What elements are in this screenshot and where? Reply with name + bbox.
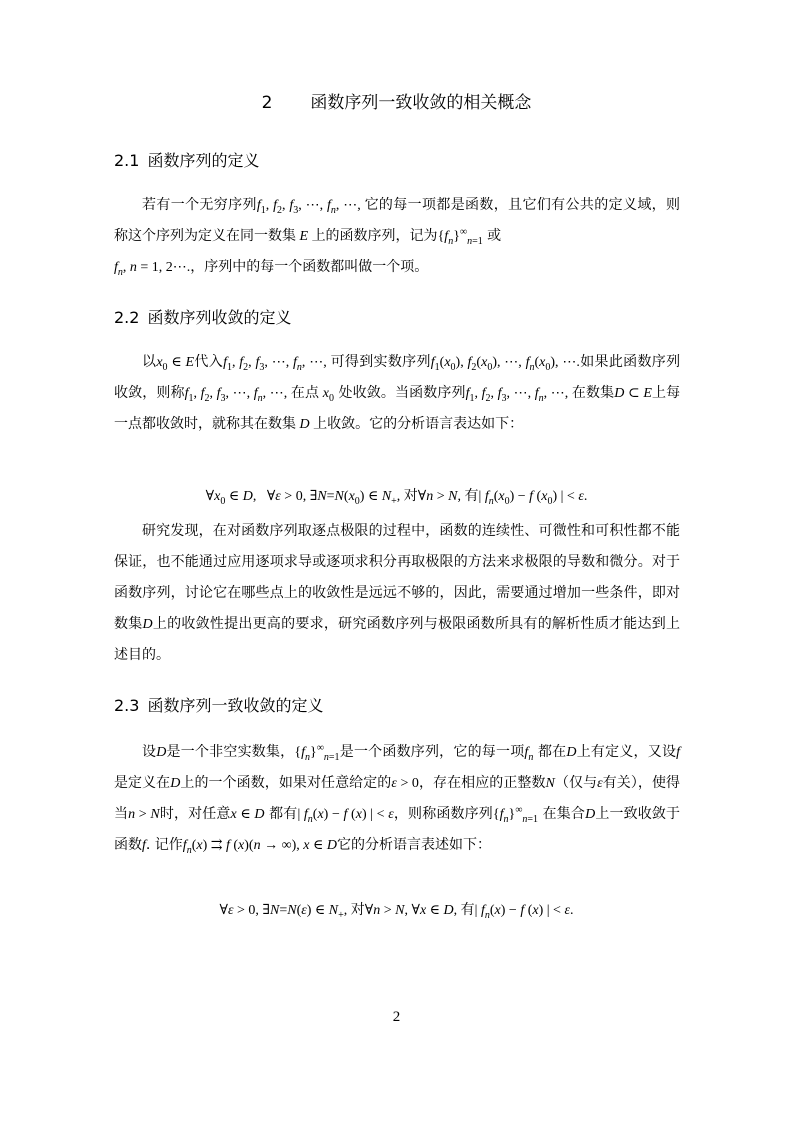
chapter-number: 2 bbox=[261, 93, 273, 113]
paragraph-function-sequence-definition: 若有一个无穷序列$f_1$, $f_2$, $f_3$, ⋯, $f_n$, ⋯, 它的每一项都是函数，且它们有公共的定义域，则称这个序列为定义在同一数集 E 上的函数序列，记为$\{f_n\}^\infty_{n=1}$ 或 $f_n$, n = 1, 2⋯.，序列中的每一个函数都叫做一个项。 bbox=[114, 197, 681, 278]
paragraph-uniform-convergence-definition: 设D是一个非空实数集，$\{f_n\}^\infty_{n=1}$是一个函数序列，它的每一项$f_n$ 都在D上有定义，又设f 是定义在D上的一个函数，如果对任意给定的ε > 0，存在相应的正整数N（仅与ε有关），使得当n > N时，对任意x ∈ D 都有| $f_n(x) - f$ (x) | < ε，则称函数序列$\{f_n\}^\infty_{n=1}$ 在集合D上一致收敛于函数f. 记作$f_n(x)$ ⇉ f (x)(n → ∞), x ∈ D它的分析语言表述如下： bbox=[114, 742, 681, 856]
formula-pointwise-convergence: $\forall x_0$ ∈ D, ∀ε > 0, $\exists N=N(x_0)$ ∈ $N_+$, 对∀n > N, 有| $f_n(x_0) - f$ $(x_0)$ | < ε. bbox=[205, 488, 588, 507]
chapter-heading bbox=[0, 88, 793, 113]
chapter-title: 函数序列一致收敛的相关概念 bbox=[310, 93, 532, 113]
page-number: 2 bbox=[392, 1009, 401, 1025]
formula-uniform-convergence: ∀ε > 0, ∃N=N(ε) ∈ $N_+$, 对∀n > N, ∀x ∈ D, 有| $f_n(x) - f$ (x) | < ε. bbox=[219, 902, 574, 921]
paragraph-convergence-definition: 以$x_0$ ∈ E代入$f_1$, $f_2$, $f_3$, ⋯, $f_n$, ⋯, 可得到实数序列$f_1(x_0)$, $f_2(x_0)$, ⋯, $f_n(x_0)$, ⋯.如果此函数序列收敛，则称$f_1$, $f_2$, $f_3$, ⋯, $f_n$, ⋯, 在点 $x_0$ 处收敛。当函数序列$f_1$, $f_2$, $f_3$, ⋯, $f_n$, ⋯, 在数集D ⊂ E上每一点都收敛时，就称其在数集 D 上收敛。它的分析语言表达如下： bbox=[114, 354, 681, 432]
paragraph-research-findings: 研究发现，在对函数序列取逐点极限的过程中，函数的连续性、可微性和可积性都不能保证，也不能通过应用逐项求导或逐项求积分再取极限的方法来求极限的导数和微分。对于函数序列，讨论它在哪些点上的收敛性是远远不够的，因此，需要通过增加一些条件，即对数集D上的收敛性提出更高的要求，研究函数序列与极限函数所具有的解析性质才能达到上述目的。 bbox=[114, 523, 681, 663]
section-heading-2-2: 2.2 函数序列收敛的定义 bbox=[114, 308, 292, 327]
section-heading-2-3: 2.3 函数序列一致收敛的定义 bbox=[114, 696, 324, 715]
section-heading-2-1: 2.1 函数序列的定义 bbox=[114, 151, 260, 170]
